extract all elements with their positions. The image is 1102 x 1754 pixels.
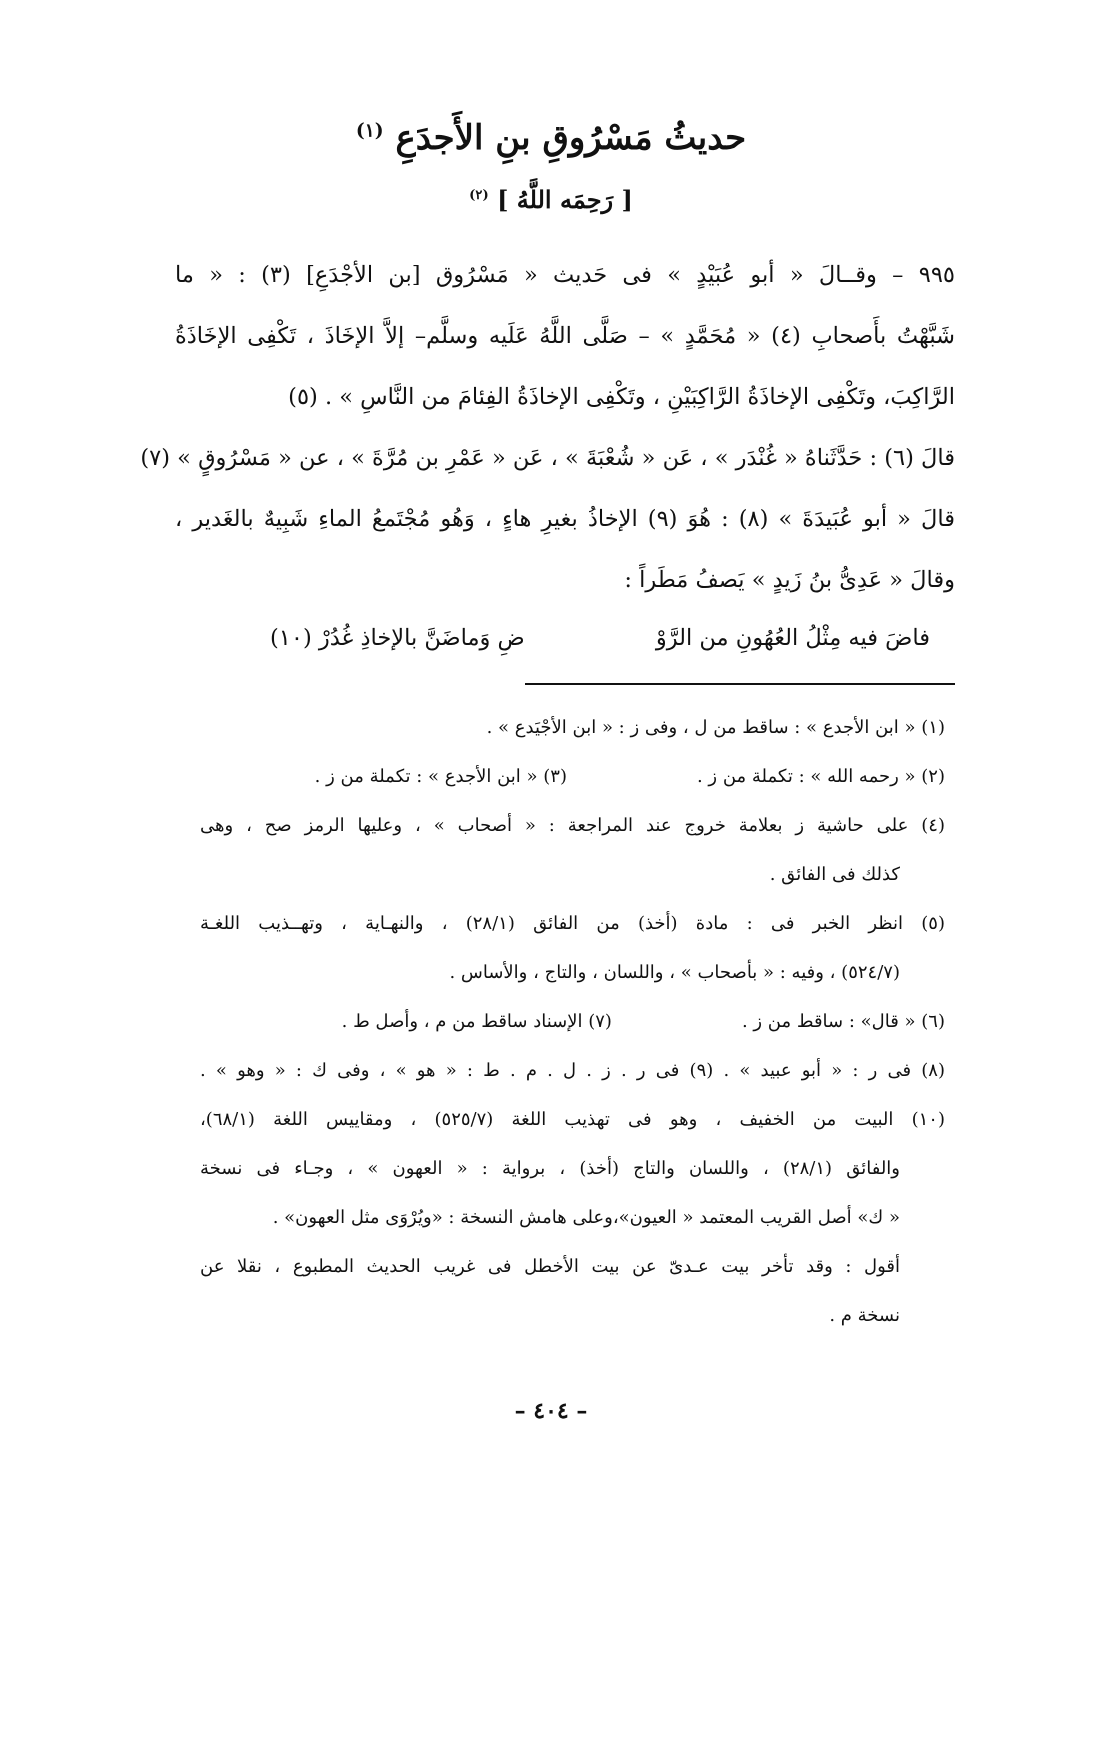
footnote-item: (٢) « رحمه الله » : تكملة من ز . bbox=[696, 766, 945, 787]
chapter-title-footnote-ref: (١) bbox=[355, 119, 384, 142]
chapter-title bbox=[0, 118, 1102, 158]
main-text-line: قالَ « أبو عُبَيدَةَ » (٨) : هُوَ (٩) الإخاذُ بغيرِ هاءٍ ، وَهُو مُجْتَمعُ الماءِ شَبِيهٌ بالغَدير ، bbox=[175, 506, 955, 532]
footnote-line: (١) « ابن الأجدع » : ساقط من ل ، وفى ز : « ابن الأجْيَدع » . bbox=[486, 717, 945, 738]
footnote-line: (٥) انظر الخبر فى : مادة (أخذ) من الفائق (٢٨/١) ، والنهـاية ، وتهــذيب اللغـة bbox=[200, 913, 945, 934]
footnote-continuation: والفائق (٢٨/١) ، واللسان والتاج (أخذ) ، برواية : « العهون » ، وجـاء فى نسخة bbox=[200, 1158, 900, 1179]
footnote-pair bbox=[200, 997, 945, 1046]
footnote-item: (٦) « قال» : ساقط من ز . bbox=[741, 1011, 945, 1032]
footnote-item: (٣) « ابن الأجدع » : تكملة من ز . bbox=[314, 766, 567, 787]
chapter-subtitle bbox=[0, 185, 1102, 214]
main-text-line: شَبَّهْتُ بأَصحابِ (٤) « مُحَمَّدٍ » – صَلَّى اللَّهُ عَلَيه وسلَّم– إلاَّ الإخَاذَ ، تَكْفِى الإخَاذَةُ bbox=[175, 323, 955, 349]
footnote-continuation: نسخة م . bbox=[829, 1305, 900, 1326]
main-text-line: الرَّاكِبَ، وتَكْفِى الإخاذَةُ الرَّاكِبَيْنِ ، وتَكْفِى الإخاذَةُ الفِئامَ من النَّاسِ » . (٥) bbox=[288, 384, 955, 410]
footnote-line: (١٠) البيت من الخفيف ، وهو فى تهذيب اللغة (٥٢٥/٧) ، ومقاييس اللغة (٦٨/١)، bbox=[200, 1109, 945, 1130]
verse-second-hemistich: ضِ وَماضَنَّ بالإخاذِ غُدُرْ (١٠) bbox=[270, 625, 525, 651]
chapter-subtitle-footnote-ref: (٢) bbox=[469, 188, 489, 203]
chapter-title-text: حديثُ مَسْرُوقِ بنِ الأَجدَعِ bbox=[395, 118, 747, 158]
main-text-line: ٩٩٥ – وقــالَ « أبو عُبَيْدٍ » فى حَديث « مَسْرُوق [بن الأجْدَعِ] (٣) : « ما bbox=[175, 262, 955, 288]
footnotes bbox=[200, 703, 945, 1340]
main-text bbox=[140, 245, 955, 611]
page-number: – ٤٠٤ – bbox=[514, 1398, 588, 1424]
footnote-pair bbox=[200, 752, 945, 801]
footnote-continuation: (٥٢٤/٧) ، وفيه : « بأصحاب » ، واللسان ، والتاج ، والأساس . bbox=[449, 962, 900, 983]
footnote-separator bbox=[525, 683, 955, 685]
footnote-continuation: كذلك فى الفائق . bbox=[769, 864, 900, 885]
footnote-continuation: أقول : وقد تأخر بيت عـدىّ عن بيت الأخطل فى غريب الحديث المطبوع ، نقلا عن bbox=[200, 1256, 900, 1277]
footnote-continuation: « ك» أصل القريب المعتمد « العيون»،وعلى هامش النسخة : «ويُرْوَى مثل العهون» . bbox=[272, 1207, 900, 1228]
main-text-line: قالَ (٦) : حَدَّثَناهُ « غُنْدَر » ، عَن « شُعْبَةَ » ، عَن « عَمْرِ بن مُرَّةَ » ، عن « مَسْرُوقٍ » (٧) bbox=[140, 445, 955, 471]
footnote-item: (٧) الإسناد ساقط من م ، وأصل ط . bbox=[341, 1011, 612, 1032]
chapter-subtitle-text: [ رَحِمَه اللَّهُ ] bbox=[497, 185, 633, 214]
main-text-line: وقالَ « عَدِىُّ بنُ زَيدٍ » يَصفُ مَطَراً : bbox=[624, 567, 955, 593]
footnote-line: (٤) على حاشية ز بعلامة خروج عند المراجعة : « أصحاب » ، وعليها الرمز صح ، وهى bbox=[200, 815, 945, 836]
poetry-verse bbox=[270, 625, 930, 651]
verse-first-hemistich: فاضَ فيه مِثْلُ العُهُونِ من الرَّوْ bbox=[655, 625, 930, 651]
footnote-line: (٨) فى ر : « أبو عبيد » . (٩) فى ر . ز . ل . م . ط : « هو » ، وفى ك : « وهو » . bbox=[200, 1060, 945, 1081]
